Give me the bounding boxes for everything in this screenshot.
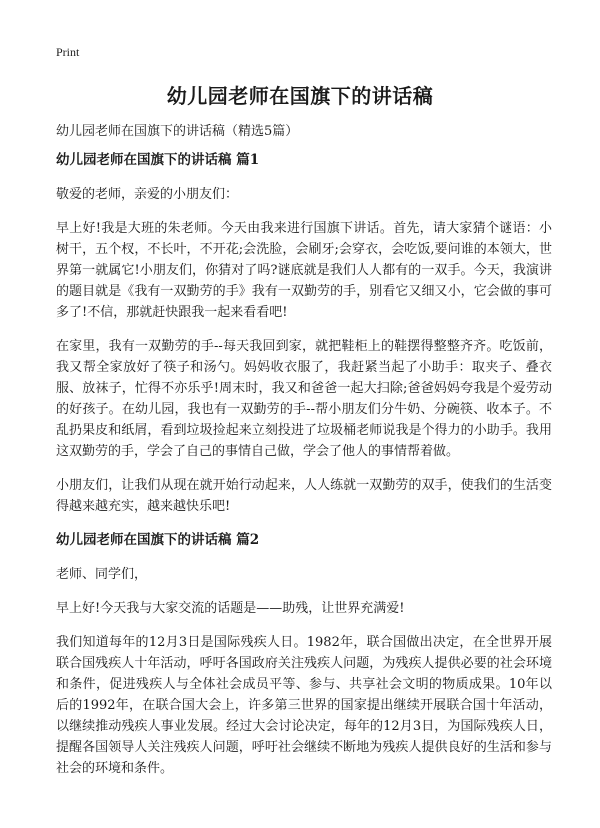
paragraph: 我们知道每年的12月3日是国际残疾人日。1982年，联合国做出决定，在全世界开展联合国残疾人十年活动，呼吁各国政府关注残疾人问题，为残疾人提供必要的社会环境和条件，促进残疾人与全体社会成员平等、参与、共享社会文明的物质成果。10年以后的1992年，在联合国大会上，许多第三世界的国家提出继续开展联合国十年活动，以继续推动残疾人事业发展。经过大会讨论决定，每年的12月3日，为国际残疾人日，提醒各国领导人关注残疾人问题，呼吁社会继续不断地为残疾人提供良好的生活和参与社会的环境和条件。 xyxy=(56,635,552,776)
paragraph: 小朋友们，让我们从现在就开始行动起来，人人练就一双勤劳的双手，使我们的生活变得越来越充实，越来越快乐吧! xyxy=(56,478,552,514)
salutation: 敬爱的老师，亲爱的小朋友们： xyxy=(56,187,239,202)
section-heading-2: 幼儿园老师在国旗下的讲话稿 篇2 xyxy=(56,532,260,548)
paragraph: 在家里，我有一双勤劳的手--每天我回到家，就把鞋柜上的鞋摆得整整齐齐。吃饭前，我又帮全家放好了筷子和汤勺。妈妈收衣服了，我赶紧当起了小助手：取夹子、叠衣服、放袜子，忙得不亦乐乎!周末时，我又和爸爸一起大扫除;爸爸妈妈夸我是个爱劳动的好孩子。在幼儿园，我也有一双勤劳的手--帮小朋友们分牛奶、分碗筷、收本子。不乱扔果皮和纸屑，看到垃圾捡起来立刻投进了垃圾桶老师说我是个得力的小助手。我用这双勤劳的手，学会了自己的事情自己做，学会了他人的事情帮着做。 xyxy=(56,339,552,459)
salutation: 老师、同学们， xyxy=(56,567,148,582)
paragraph: 早上好!我是大班的朱老师。今天由我来进行国旗下讲话。首先，请大家猜个谜语：小树干，五个杈，不长叶，不开花;会洗脸，会刷牙;会穿衣，会吃饭,要问谁的本领大，世界第一就属它!小朋友们，你猜对了吗?谜底就是我们人人都有的一双手。今天，我演讲的题目就是《我有一双勤劳的手》我有一双勤劳的手，别看它又细又小，它会做的事可多了!不信，那就赶快跟我一起来看看吧! xyxy=(56,221,552,320)
document-subtitle: 幼儿园老师在国旗下的讲话稿（精选5篇） xyxy=(56,124,299,139)
document-title: 幼儿园老师在国旗下的讲话稿 xyxy=(166,84,434,108)
paragraph: 早上好!今天我与大家交流的话题是——助残，让世界充满爱! xyxy=(56,601,405,616)
print-label: Print xyxy=(56,45,80,59)
section-heading-1: 幼儿园老师在国旗下的讲话稿 篇1 xyxy=(56,152,260,168)
document-body xyxy=(56,150,552,792)
